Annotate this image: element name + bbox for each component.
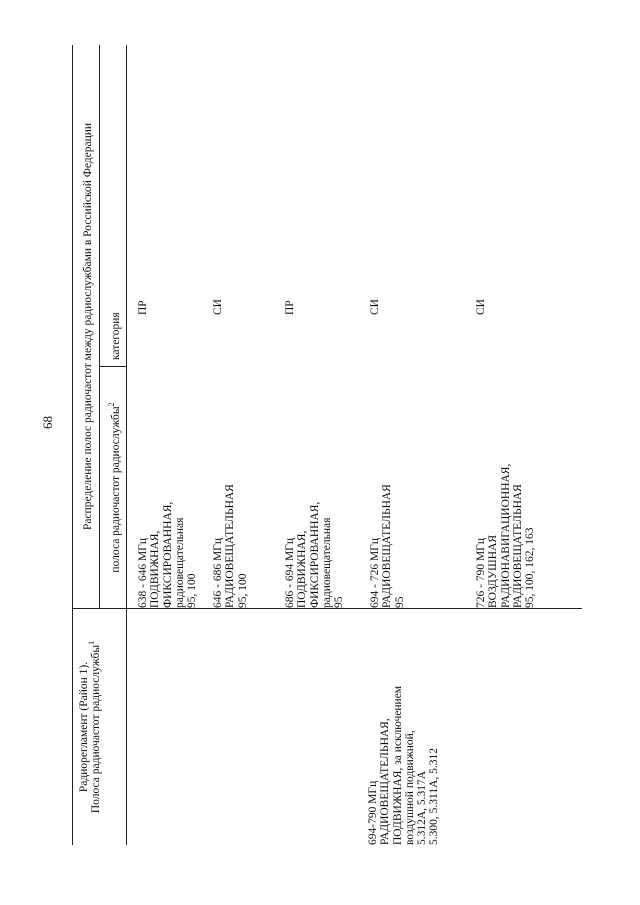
allocation-table <box>72 45 582 845</box>
band-entry-1: 638 - 646 МГц ПОДВИЖНАЯ, ФИКСИРОВАННАЯ, радиовещательная 95, 100 <box>137 501 199 608</box>
band-entry-5: 726 - 790 МГц ВОЗДУШНАЯ РАДИОНАВИГАЦИОННАЯ, РАДИОВЕЩАТЕЛЬНАЯ 95, 100, 162, 163 <box>475 463 537 608</box>
header-bottom-rule <box>126 45 127 845</box>
header-band-label: полоса радиочастот радиослужбы <box>110 406 122 573</box>
header-distribution: Распределение полос радиочастот между радиослужбами в Российской Федерации <box>82 122 94 531</box>
category-4: СИ <box>369 299 381 315</box>
footnote-ref-1: 1 <box>87 640 97 645</box>
regulation-entry: 694-790 МГц РАДИОВЕЩАТЕЛЬНАЯ, ПОДВИЖНАЯ, за исключением воздушной подвижной, 5.312А, 5.317А 5.300, 5.311А, 5.312 <box>367 685 441 845</box>
category-3: ПР <box>284 300 296 315</box>
header-category: категория <box>110 312 122 360</box>
band-entry-4: 694 - 726 МГц РАДИОВЕЩАТЕЛЬНАЯ 95 <box>369 484 406 608</box>
category-5: СИ <box>475 299 487 315</box>
header-regulation-title: Радиорегламент (Район 1). <box>78 661 90 793</box>
category-2: СИ <box>212 299 224 315</box>
footnote-ref-2: 2 <box>107 402 117 407</box>
header-regulation <box>78 609 102 845</box>
page-number: 68 <box>40 416 55 429</box>
band-entry-2: 646 - 686 МГц РАДИОВЕЩАТЕЛЬНАЯ 95, 100 <box>212 484 249 608</box>
subheader-top-rule <box>99 45 100 608</box>
column-divider <box>72 608 582 609</box>
header-regulation-subtitle: Полоса радиочастот радиослужбы <box>90 644 102 814</box>
table-top-rule <box>72 45 73 845</box>
category-1: ПР <box>137 300 149 315</box>
band-entry-3: 686 - 694 МГц ПОДВИЖНАЯ, ФИКСИРОВАННАЯ, радиовещательная 95 <box>284 501 346 608</box>
header-band <box>107 367 122 608</box>
